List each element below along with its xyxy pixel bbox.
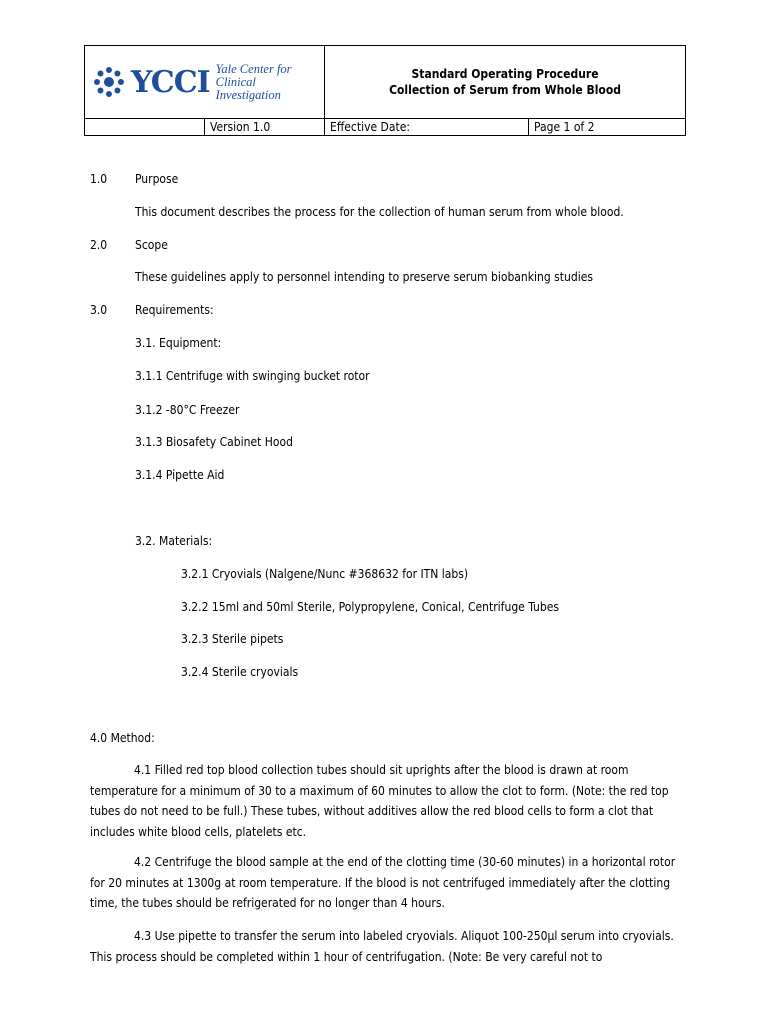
list-item: 3.1.1 Centrifuge with swinging bucket rotor [135, 369, 370, 383]
subsection-heading: 3.1. Equipment: [135, 336, 222, 350]
effective-date-label: Effective Date: [325, 119, 529, 136]
section-text: These guidelines apply to personnel intending to preserve serum biobanking studies [135, 270, 593, 284]
logo-cell [85, 46, 325, 119]
ycci-logo [85, 46, 324, 118]
document-title: Standard Operating Procedure Collection of Serum from Whole Blood [325, 46, 686, 119]
method-step: 4.2 Centrifuge the blood sample at the end of the clotting time (30-60 minutes) in a horizontal rotor for 20 minutes at 1300g at room temperature. If the blood is not centrifuged immediately after the clotting time, the tubes should be refrigerated for no longer than 4 hours. [90, 855, 676, 911]
section-heading: Purpose [135, 172, 179, 186]
section-heading: Scope [135, 238, 168, 252]
method-step: 4.3 Use pipette to transfer the serum into labeled cryovials. Aliquot 100-250µl serum into cryovials. This process should be completed within 1 hour of centrifugation. (Note: Be very careful not to [90, 929, 674, 964]
list-item: 3.1.3 Biosafety Cabinet Hood [135, 435, 293, 449]
list-item: 3.2.3 Sterile pipets [181, 632, 284, 646]
subsection-heading: 3.2. Materials: [135, 534, 213, 548]
list-item: 3.2.1 Cryovials (Nalgene/Nunc #368632 for ITN labs) [181, 567, 469, 581]
list-item: 3.2.4 Sterile cryovials [181, 665, 299, 679]
section-heading: Requirements: [135, 303, 214, 317]
ycci-emblem-icon [93, 66, 125, 98]
section-number: 1.0 [90, 172, 108, 186]
section-heading: 4.0 Method: [90, 731, 155, 745]
logo-text: Yale Center for Clinical Investigation [215, 61, 292, 102]
section-number: 3.0 [90, 303, 108, 317]
method-step: 4.1 Filled red top blood collection tubes should sit uprights after the blood is drawn at room temperature for a minimum of 30 to a maximum of 60 minutes to allow the clot to form. (Note: the red top tubes do not need to be full.) These tubes, without additives allow the red blood cells to form a clot that includes white blood cells, platelets etc. [90, 763, 669, 839]
blank-cell [85, 119, 205, 136]
logo-acronym: YCCI [130, 64, 210, 100]
list-item: 3.1.2 -80°C Freezer [135, 403, 240, 417]
section-text: This document describes the process for the collection of human serum from whole blood. [135, 205, 624, 219]
list-item: 3.2.2 15ml and 50ml Sterile, Polypropylene, Conical, Centrifuge Tubes [181, 600, 559, 614]
version-label: Version 1.0 [205, 119, 325, 136]
section-number: 2.0 [90, 238, 108, 252]
doc-header [84, 45, 686, 136]
page-number: Page 1 of 2 [529, 119, 686, 136]
list-item: 3.1.4 Pipette Aid [135, 468, 225, 482]
